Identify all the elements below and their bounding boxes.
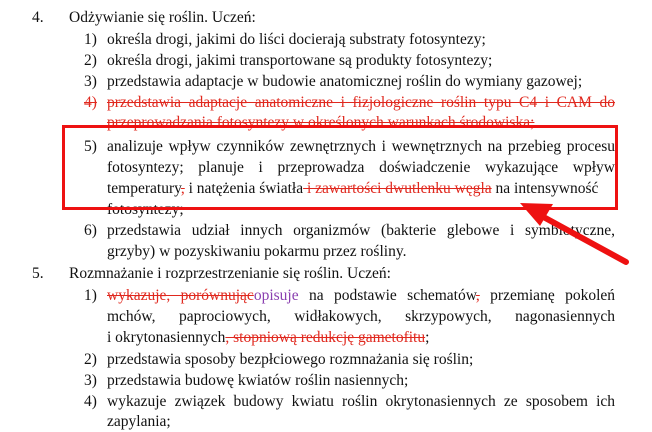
list-item-text: przedstawia sposoby bezpłciowego rozmnażania się roślin;	[107, 351, 474, 368]
list-item-text: grzyby) w pozyskiwaniu pokarmu przez rośliny.	[107, 243, 407, 260]
section-5-number: 5.	[32, 265, 44, 282]
list-item-text: przedstawia udział innych organizmów (bakterie glebowe i symbiotyczne,	[107, 222, 615, 239]
text-run: i okrytonasiennych	[107, 329, 226, 346]
item-number: 4)	[84, 94, 97, 111]
list-item-text: fotosyntezy;	[107, 201, 184, 218]
item-number: 1)	[84, 31, 97, 48]
item-number: 3)	[84, 372, 97, 389]
deleted-text: ,	[475, 287, 480, 304]
deleted-text: ,	[180, 180, 185, 197]
list-item-text: przedstawia adaptacje w budowie anatomicznej roślin do wymiany gazowej;	[107, 73, 583, 90]
list-item-text: fotosyntezy; planuje i przeprowadza doświadczenie wykazujące wpływ	[107, 159, 615, 176]
section-4-heading: Odżywianie się roślin. Uczeń:	[69, 9, 256, 26]
item-number: 3)	[84, 73, 97, 90]
deleted-text: i zawartości dwutlenku węgla	[303, 180, 492, 197]
section-5-heading: Rozmnażanie i rozprzestrzenianie się roślin. Uczeń:	[69, 265, 391, 282]
list-item-text: mchów, paprociowych, widłakowych, skrzypowych, nagonasiennych	[107, 308, 615, 325]
text-run: ;	[425, 329, 430, 346]
item-number: 5)	[84, 138, 97, 155]
text-run: i natężenia światła	[184, 180, 304, 197]
text-run: przemianę pokoleń	[479, 287, 615, 304]
section-4-number: 4.	[32, 9, 44, 26]
list-item-text: przedstawia budowę kwiatów roślin nasiennych;	[107, 372, 409, 389]
item-number: 2)	[84, 52, 97, 69]
list-item-text: analizuje wpływ czynników zewnętrznych i wewnętrznych na przebieg procesu	[107, 138, 615, 155]
text-run: na intensywność	[491, 180, 599, 197]
list-item-text: określa drogi, jakimi transportowane są produkty fotosyntezy;	[107, 52, 493, 69]
item-number: 6)	[84, 222, 97, 239]
deleted-text: przedstawia adaptacje anatomiczne i fizjologiczne roślin typu C4 i CAM do	[107, 94, 615, 111]
list-item-text: określa drogi, jakimi do liści docierają substraty fotosyntezy;	[107, 31, 486, 48]
item-number: 2)	[84, 351, 97, 368]
text-run: temperatury	[107, 180, 181, 197]
item-number: 1)	[84, 287, 97, 304]
text-run: na podstawie schematów	[298, 287, 476, 304]
deleted-text: przeprowadzania fotosyntezy w określonych warunkach środowiska;	[107, 114, 535, 131]
deleted-text: , stopniową redukcję gametofitu	[225, 329, 426, 346]
list-item-text: zapylania;	[107, 413, 171, 430]
deleted-text: wykazuje, porównując	[107, 287, 254, 304]
arrow-shaft	[538, 214, 626, 262]
inserted-text: opisuje	[253, 287, 299, 304]
item-number: 4)	[84, 393, 97, 410]
list-item-text: wykazuje związek budowy kwiatu roślin okrytonasiennych ze sposobem ich	[107, 393, 615, 410]
